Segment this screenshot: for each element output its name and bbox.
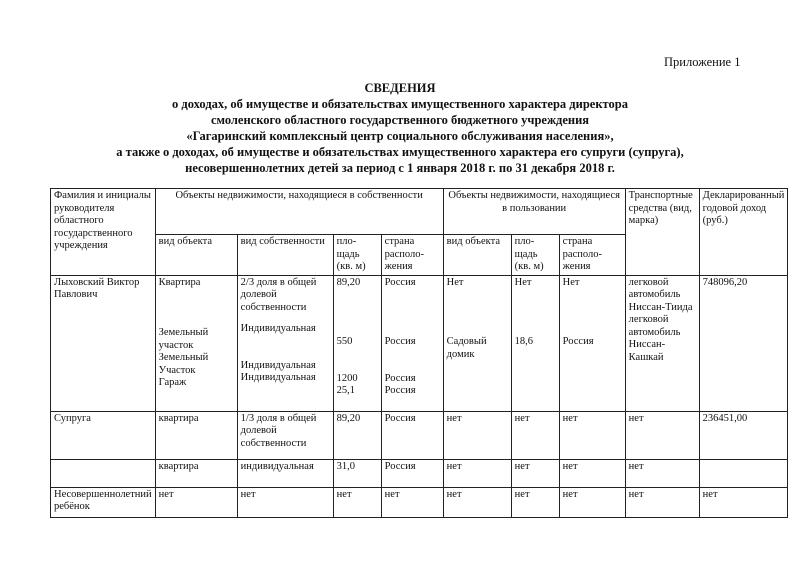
- child-income: нет: [699, 487, 788, 517]
- header-transport: Транспортные средства (вид, марка): [625, 189, 699, 276]
- child-used-type: нет: [443, 487, 511, 517]
- spouse2-country: Россия: [381, 459, 443, 487]
- spouse-name: Супруга: [51, 411, 156, 459]
- appendix-label: Приложение 1: [664, 55, 741, 69]
- title-line-3: смоленского областного государственного бюджетного учреждения: [210, 113, 590, 127]
- header-ownership: вид собственности: [237, 235, 333, 276]
- director-ownership: [237, 275, 333, 411]
- spouse-used-area: нет: [511, 411, 559, 459]
- spouse-object: квартира: [155, 411, 237, 459]
- spouse2-used-area: нет: [511, 459, 559, 487]
- spouse2-ownership: индивидуальная: [237, 459, 333, 487]
- cell-value: Нет: [514, 276, 532, 288]
- cell-value: Индивидуальная: [240, 372, 316, 383]
- cell-value: Квартира: [158, 276, 201, 288]
- table-row: [51, 487, 788, 517]
- header-used-country: страна располо-жения: [559, 235, 625, 276]
- spouse-used-country: нет: [559, 411, 625, 459]
- table-row: [51, 275, 788, 411]
- spouse-area: 89,20: [333, 411, 381, 459]
- header-income: Декларированный годовой доход (руб.): [699, 189, 788, 276]
- cell-value: 25,1: [336, 385, 356, 396]
- table-row: [51, 459, 788, 487]
- spouse-transport: нет: [625, 411, 699, 459]
- director-transport: легковой автомобиль Ниссан-Тиида легковой автомобиль Ниссан-Кашкай: [625, 275, 699, 411]
- cell-value: Россия: [384, 276, 416, 288]
- spouse-used-type: нет: [443, 411, 511, 459]
- child-country: нет: [381, 487, 443, 517]
- cell-value: Россия: [562, 336, 594, 347]
- cell-value: Нет: [562, 276, 580, 288]
- spouse2-income-empty: [699, 459, 788, 487]
- cell-value: Россия: [384, 372, 416, 384]
- header-object-type: вид объекта: [155, 235, 237, 276]
- title-line-6: несовершеннолетних детей за период с 1 января 2018 г. по 31 декабря 2018 г.: [185, 161, 615, 175]
- cell-value: Садовый домик: [446, 336, 487, 360]
- cell-value: Индивидуальная: [240, 359, 316, 371]
- header-name: Фамилия и инициалы руководителя областного государственного учреждения: [51, 189, 156, 276]
- cell-value: 2/3 доля в общей долевой собственности: [240, 276, 317, 313]
- spouse-country: Россия: [381, 411, 443, 459]
- child-transport: нет: [625, 487, 699, 517]
- cell-value: 18,6: [514, 336, 534, 347]
- cell-value: 550: [336, 336, 353, 347]
- cell-value: 1200: [336, 372, 358, 384]
- child-object: нет: [155, 487, 237, 517]
- cell-value: Гараж: [158, 377, 187, 388]
- director-country: [381, 275, 443, 411]
- table-row: [51, 411, 788, 459]
- header-area: пло-щадь (кв. м): [333, 235, 381, 276]
- child-used-area: нет: [511, 487, 559, 517]
- header-owned: Объекты недвижимости, находящиеся в собственности: [155, 189, 443, 235]
- title-line-4: «Гагаринский комплексный центр социального обслуживания населения»,: [186, 129, 614, 143]
- director-income: 748096,20: [699, 275, 788, 411]
- director-name: Лыховский Виктор Павлович: [51, 275, 156, 411]
- child-area: нет: [333, 487, 381, 517]
- title-line-2: о доходах, об имуществе и обязательствах имущественного характера директора: [172, 97, 628, 111]
- cell-value: Нет: [446, 276, 464, 288]
- header-used: Объекты недвижимости, находящиеся в пользовании: [443, 189, 625, 235]
- cell-value: Россия: [384, 336, 416, 347]
- spouse-income: 236451,00: [699, 411, 788, 459]
- spouse2-object: квартира: [155, 459, 237, 487]
- child-name: Несовершеннолетний ребёнок: [51, 487, 156, 517]
- spouse2-name-empty: [51, 459, 156, 487]
- director-objects: [155, 275, 237, 411]
- header-used-type: вид объекта: [443, 235, 511, 276]
- header-used-area: пло-щадь (кв. м): [511, 235, 559, 276]
- header-country: страна располо-жения: [381, 235, 443, 276]
- director-used-type: [443, 275, 511, 411]
- cell-value: Земельный Участок: [158, 352, 209, 376]
- cell-value: Земельный участок: [158, 327, 209, 351]
- spouse2-used-type: нет: [443, 459, 511, 487]
- cell-value: 89,20: [336, 276, 361, 288]
- director-used-country: [559, 275, 625, 411]
- director-area: [333, 275, 381, 411]
- title-line-5: а также о доходах, об имуществе и обязательствах имущественного характера его супруги (супруга),: [116, 145, 684, 159]
- child-used-country: нет: [559, 487, 625, 517]
- spouse2-transport: нет: [625, 459, 699, 487]
- document-title: [0, 80, 800, 176]
- spouse2-area: 31,0: [333, 459, 381, 487]
- director-used-area: [511, 275, 559, 411]
- income-table: [50, 188, 788, 518]
- cell-value: Россия: [384, 385, 416, 396]
- cell-value: Индивидуальная: [240, 323, 316, 334]
- spouse-ownership: 1/3 доля в общей долевой собственности: [237, 411, 333, 459]
- title-line-1: СВЕДЕНИЯ: [364, 81, 436, 95]
- child-ownership: нет: [237, 487, 333, 517]
- spouse2-used-country: нет: [559, 459, 625, 487]
